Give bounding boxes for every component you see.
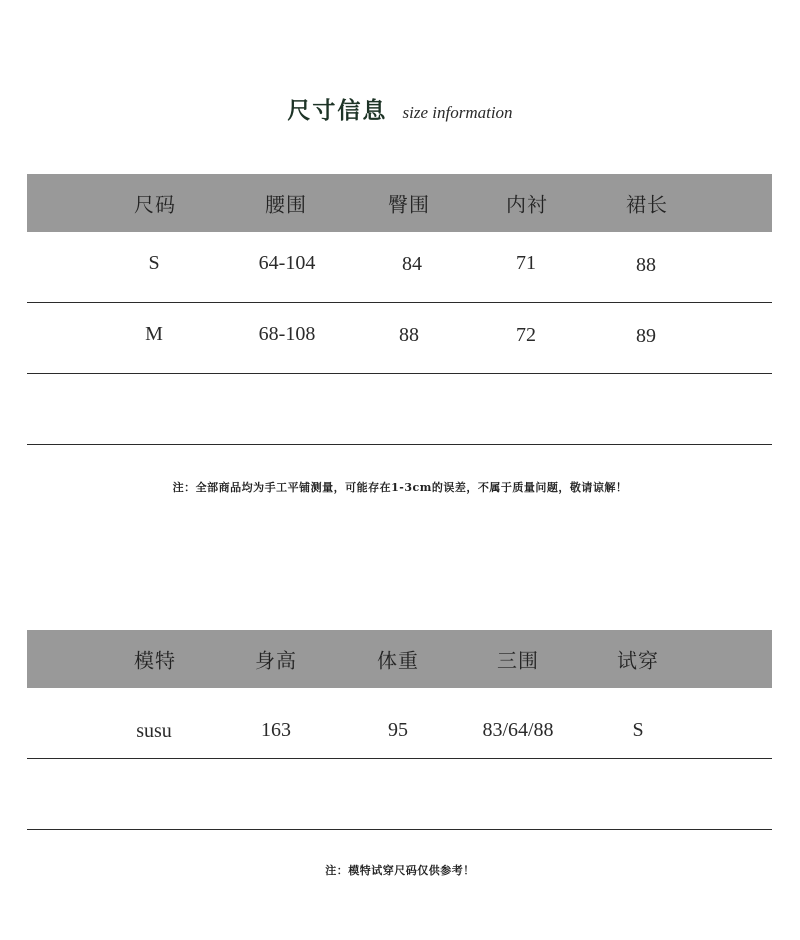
header-waist: 腰围 — [265, 192, 307, 217]
cell-hip: 88 — [399, 324, 419, 346]
cell-weight: 95 — [388, 719, 408, 741]
cell-waist: 64-104 — [258, 252, 316, 274]
model-table — [27, 630, 772, 830]
title-english: size information — [402, 103, 513, 122]
cell-lining: 71 — [516, 252, 536, 274]
cell-measurements: 83/64/88 — [482, 719, 554, 741]
cell-lining: 72 — [516, 324, 536, 346]
cell-tried-size: S — [632, 719, 644, 741]
size-note: 注：全部商品均为手工平铺测量，可能存在1-3cm的误差，不属于质量问题，敬请谅解！ — [172, 481, 628, 494]
cell-waist: 68-108 — [258, 323, 316, 345]
header-hip: 臀围 — [388, 192, 430, 217]
header-weight: 体重 — [377, 648, 419, 673]
table-row-empty — [27, 759, 772, 830]
size-table-header — [27, 174, 772, 232]
title-chinese: 尺寸信息 — [287, 97, 388, 124]
cell-size: S — [148, 252, 160, 274]
cell-skirt-length: 88 — [636, 254, 656, 276]
cell-skirt-length: 89 — [636, 325, 656, 347]
model-note: 注：模特试穿尺码仅供参考！ — [325, 864, 475, 877]
header-size: 尺码 — [134, 192, 176, 217]
table-row-empty — [27, 374, 772, 445]
table-row — [27, 688, 772, 759]
header-model: 模特 — [134, 648, 176, 673]
cell-hip: 84 — [402, 253, 422, 275]
header-tried-size: 试穿 — [617, 648, 659, 673]
size-info-title — [0, 92, 800, 125]
header-lining: 内衬 — [506, 192, 548, 217]
cell-model-name: susu — [136, 720, 172, 742]
size-table — [27, 174, 772, 445]
model-table-header — [27, 630, 772, 688]
header-skirt-length: 裙长 — [626, 192, 668, 217]
cell-height: 163 — [261, 719, 291, 741]
table-row — [27, 232, 772, 303]
header-measurements: 三围 — [497, 648, 539, 673]
table-row — [27, 303, 772, 374]
header-height: 身高 — [255, 648, 297, 673]
cell-size: M — [145, 323, 163, 345]
